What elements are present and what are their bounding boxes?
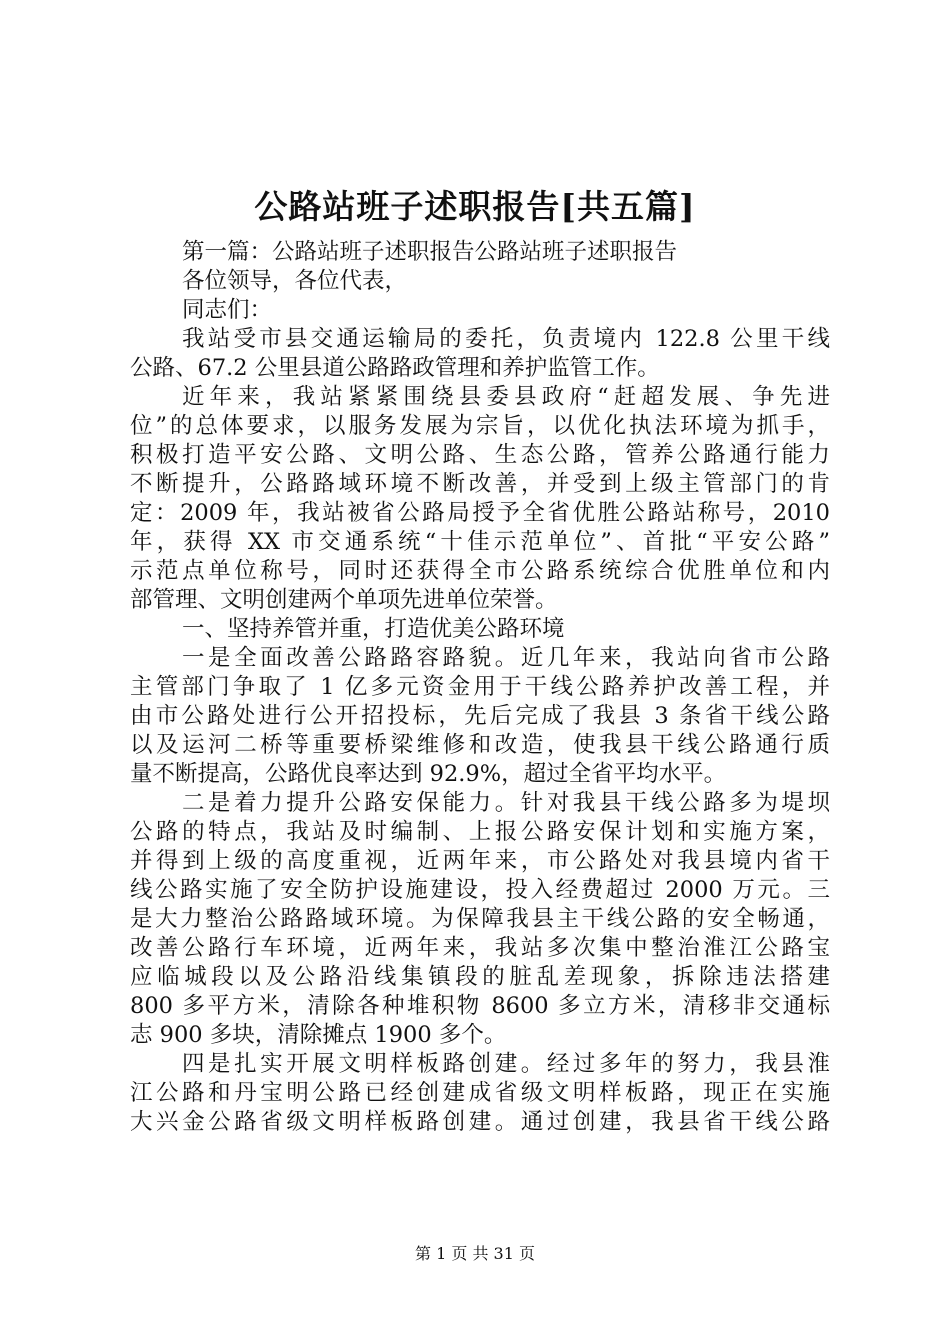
document-title: 公路站班子述职报告[共五篇] [254, 187, 696, 226]
page-footer: 第 1 页 共 31 页 [415, 1244, 535, 1263]
body-line: 应临城段以及公路沿线集镇段的脏乱差现象，拆除违法搭建 [130, 964, 830, 990]
body-line: 近年来，我站紧紧围绕县委县政府“赶超发展、争先进 [182, 384, 830, 410]
body-line: 我站受市县交通运输局的委托，负责境内 122.8 公里干线 [182, 326, 830, 352]
body-line: 志 900 多块，清除摊点 1900 多个。 [130, 1022, 507, 1048]
body-line: 积极打造平安公路、文明公路、生态公路，管养公路通行能力 [130, 442, 830, 468]
body-line: 主管部门争取了 1 亿多元资金用于干线公路养护改善工程，并 [130, 674, 830, 700]
body-line: 同志们： [182, 297, 273, 323]
body-line: 大兴金公路省级文明样板路创建。通过创建，我县省干线公路 [130, 1109, 830, 1135]
body-line: 第一篇：公路站班子述职报告公路站班子述职报告 [182, 239, 678, 265]
body-line: 不断提升，公路路域环境不断改善，并受到上级主管部门的肯 [130, 471, 830, 497]
body-line: 800 多平方米，清除各种堆积物 8600 多立方米，清移非交通标 [130, 993, 830, 1019]
body-line: 示范点单位称号，同时还获得全市公路系统综合优胜单位和内 [130, 558, 830, 584]
body-line: 部管理、文明创建两个单项先进单位荣誉。 [130, 587, 558, 613]
body-line: 并得到上级的高度重视，近两年来，市公路处对我县境内省干 [130, 848, 830, 874]
body-line: 年，获得 XX 市交通系统“十佳示范单位”、首批“平安公路” [130, 529, 830, 555]
body-line: 定：2009 年，我站被省公路局授予全省优胜公路站称号，2010 [130, 500, 830, 526]
body-line: 四是扎实开展文明样板路创建。经过多年的努力，我县淮 [182, 1051, 830, 1077]
body-line: 由市公路处进行公开招投标，先后完成了我县 3 条省干线公路 [130, 703, 830, 729]
body-line: 量不断提高，公路优良率达到 92.9%，超过全省平均水平。 [130, 761, 727, 787]
body-line: 改善公路行车环境，近两年来，我站多次集中整治淮江公路宝 [130, 935, 830, 961]
body-line: 一是全面改善公路路容路貌。近几年来，我站向省市公路 [182, 645, 830, 671]
body-line: 公路、67.2 公里县道公路路政管理和养护监管工作。 [130, 355, 660, 381]
body-line: 以及运河二桥等重要桥梁维修和改造，使我县干线公路通行质 [130, 732, 830, 758]
body-line: 江公路和丹宝明公路已经创建成省级文明样板路，现正在实施 [130, 1080, 830, 1106]
body-line: 各位领导，各位代表， [182, 268, 408, 294]
body-line: 线公路实施了安全防护设施建设，投入经费超过 2000 万元。三 [130, 877, 830, 903]
body-line: 是大力整治公路路域环境。为保障我县主干线公路的安全畅通， [130, 906, 830, 932]
body-line: 位”的总体要求，以服务发展为宗旨，以优化执法环境为抓手， [130, 413, 830, 439]
document-body [130, 238, 830, 1137]
body-line: 一、坚持养管并重，打造优美公路环境 [182, 616, 565, 642]
body-line: 二是着力提升公路安保能力。针对我县干线公路多为堤坝 [182, 790, 830, 816]
body-line: 公路的特点，我站及时编制、上报公路安保计划和实施方案， [130, 819, 830, 845]
